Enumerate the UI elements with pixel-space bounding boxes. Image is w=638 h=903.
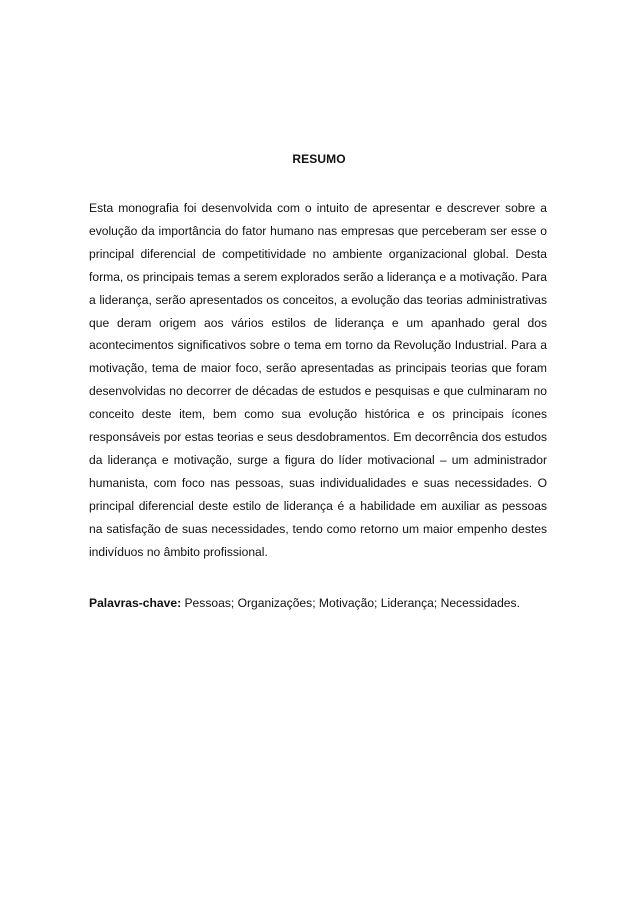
keywords-values: Pessoas; Organizações; Motivação; Liderança; Necessidades. bbox=[184, 596, 520, 610]
abstract-paragraph: Esta monografia foi desenvolvida com o intuito de apresentar e descrever sobre a evolução da importância do fator humano nas empresas que perceberam ser esse o principal diferencial de competitividade no ambiente organizacional global. Desta forma, os principais temas a serem explorados serão a liderança e a motivação. Para a liderança, serão apresentados os conceitos, a evolução das teorias administrativas que deram origem aos vários estilos de liderança e um apanhado geral dos acontecimentos significativos sobre o tema em torno da Revolução Industrial. Para a motivação, tema de maior foco, serão apresentadas as principais teorias que foram desenvolvidas no decorrer de décadas de estudos e pesquisas e que culminaram no conceito deste item, bem como sua evolução histórica e os principais ícones responsáveis por estas teorias e seus desdobramentos. Em decorrência dos estudos da liderança e motivação, surge a figura do líder motivacional – um administrador humanista, com foco nas pessoas, suas individualidades e suas necessidades. O principal diferencial deste estilo de liderança é a habilidade em auxiliar as pessoas na satisfação de suas necessidades, tendo como retorno um maior empenho destes indivíduos no âmbito profissional. bbox=[89, 201, 547, 559]
page-title: RESUMO bbox=[292, 152, 346, 166]
keywords-line bbox=[89, 594, 559, 612]
keywords-label: Palavras-chave: bbox=[89, 596, 182, 610]
